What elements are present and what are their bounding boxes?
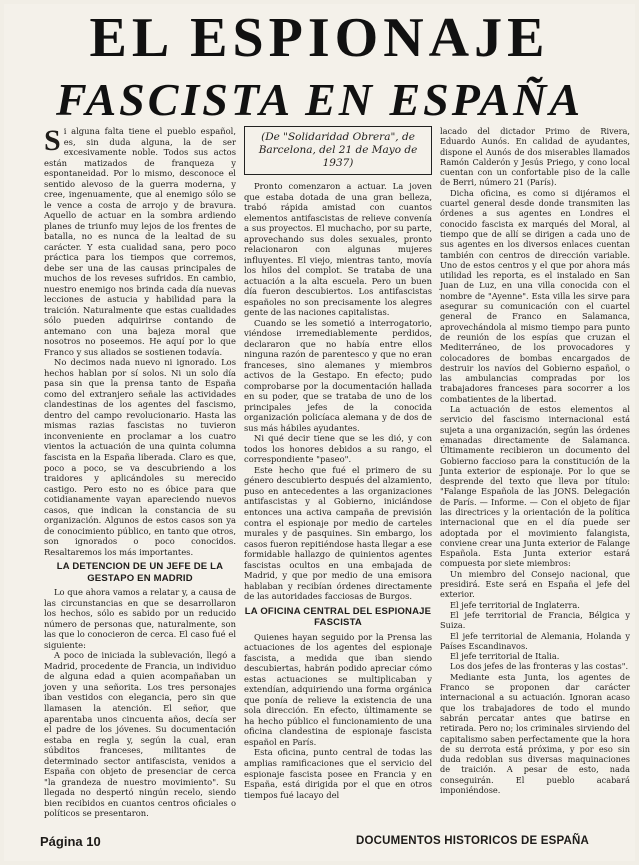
section-heading-oficina: LA OFICINA CENTRAL DEL ESPIONAJE FASCISTA: [244, 605, 432, 629]
publication-name: DOCUMENTOS HISTORICOS DE ESPAÑA: [356, 835, 590, 847]
paragraph: A poco de iniciada la sublevación, llegó a Madrid, procedente de Francia, un individuo de alguna edad a quien acompañaban un joven y una señorita. Los tres personajes iban vestidos con elegancia, pero sin que llamasen la atención. El señor, que aparentaba unos cincuenta años, decía ser el padre de los jóvenes. Su documentación estaba en regla y, según la cual, eran súbditos franceses, militantes de determinado sector antifascista, venidos a España con objeto de presenciar de cerca "la grandeza de nuestro movimiento". Su llegada no despertó ningún recelo, siendo bien recibidos en cuantos centros oficiales o políticos se presentaron.: [44, 650, 236, 819]
paragraph: Cuando se les sometió a interrogatorio, viéndose irremediablemente perdidos, declararon que no había entre ellos ninguna razón de parentesco y que no eran franceses, sino alemanes y miembros activos de la Gestapo. En efecto; pudo comprobarse por la documentación hallada en su poder, que se trataba de uno de los principales jefes de la conocida organización policíaca alemana y de dos de sus más hábiles ayudantes.: [244, 317, 432, 433]
article-column-3: [440, 126, 630, 795]
paragraph: Este hecho que fué el primero de su género descubierto después del alzamiento, puso en antecedentes a las organizaciones antifascistas y al Gobierno, iniciándose entonces una activa campaña de previsión contra el espionaje por medio de carteles murales y de pasquines. Sin embargo, los casos fueron repitiéndose hasta llegar a ese formidable hallazgo de quinientos agentes fascistas ocultos en una embajada de Madrid, y que por medio de una emisora hablaban y recibían órdenes directamente de las autoridades facciosas de Burgos.: [244, 464, 432, 602]
drop-cap: S: [44, 124, 61, 157]
paragraph: Dicha oficina, es como si dijéramos el cuartel general desde donde transmiten las órdenes a sus agentes en Londres el conocido fascista ex marqués del Moral, al tiempo que de allí se dirigen a cada uno de sus agentes en los diversos enlaces cuentan también con centros de dirección variable. Uno de estos centros y el que por ahora más utilidad les reporta, es el instalado en San Juan de Luz, en una villa conocida con el nombre de "Ayenne". Esta villa les sirve para asegurar su comunicación con el cuartel general de Franco en Salamanca, aprovechándola al mismo tiempo para punto de reunión de los espías que cruzan el Mediterráneo, de los provocadores y colocadores de bombas encargados de destruir los navíos del Gobierno español, o las ambulancias compradas por los trabajadores franceses para socorrer a los combatientes de la libertad.: [440, 187, 630, 404]
article-column-2: [244, 126, 432, 800]
list-item: El jefe territorial de Francia, Bélgica y Suiza.: [440, 609, 630, 631]
section-heading-gestapo: LA DETENCION DE UN JEFE DE LA GESTAPO EN MADRID: [56, 561, 224, 584]
paragraph: Si alguna falta tiene el pueblo español, es, sin duda alguna, la de ser excesivamente noble. Todos sus actos están matizados de franqueza y espontaneidad. Por lo mismo, desconoce el sentido alevoso de la guerra moderna, y cree, ingenuamente, que al enemigo sólo se le vence a costa de arrojo y de bravura. Aquello de actuar en la sombra ardiendo planes de triunfo muy lejos de los frentes de batalla, no es nunca de la lealtad de su carácter. Y esta cualidad sana, pero poco práctica para los tiempos que corremos, debe ser una de las causas principales de muchos de los reveses sufridos. En cambio, nuestro enemigo nos brinda cada día nuevas lecciones de astucia y habilidad para la traición. Naturalmente que estas cualidades sólo pueden adquirirse contando de antemano con una bajeza moral que nosotros no poseemos. He aquí por lo que Franco y sus aliados se sostienen todavía.: [44, 124, 236, 357]
paragraph: No decimos nada nuevo ni ignorado. Los hechos hablan por sí solos. Ni un solo día pasa sin que la prensa tanto de España como del extranjero señale las actividades clandestinas de los agentes del fascismo, dentro del campo revolucionario. Hasta las mismas razias fascistas no tuvieron inconveniente en proclamar a los cuatro vientos la actuación de una quinta columna fascista en la España liberada. Claro es que, poco a poco, se va descubriendo a los traidores y aplicándoles su merecido castigo. Pero esto no es óbice para que cotidianamente vayan apareciendo nuevos casos, que indican la constancia de su organización. Algunos de estos casos son ya de conocimiento público, en tanto que otros, son ignorados o poco conocidos. Resaltaremos los más importantes.: [44, 357, 236, 557]
list-item: El jefe territorial de Inglaterra.: [450, 599, 580, 610]
list-item: El jefe territorial de Alemania, Holanda y Países Escandinavos.: [440, 630, 630, 651]
source-note-box: (De "Solidaridad Obrera", de Barcelona, del 21 de Mayo de 1937): [244, 126, 432, 175]
list-item: El jefe territorial de Italia.: [450, 651, 560, 662]
headline-line-1: EL ESPIONAJE: [89, 7, 550, 69]
paragraph: Mediante esta Junta, los agentes de Franco se proponen dar carácter internacional a su actuación. Ignoran acaso que los trabajadores de todo el mundo sabrán percatar antes que batirse en retirada. Pero no; los criminales sirviendo del capitalismo saben perfectamente que la hora de su derrota está próxima, y por eso sin duda redoblan sus diversas maquinaciones de traición. A pesar de esto, nada conseguirán. El pueblo acabará imponiéndose.: [440, 671, 630, 795]
headline-line-2: FASCISTA EN ESPAÑA: [55, 74, 584, 125]
list-item: Los dos jefes de las fronteras y las costas".: [450, 661, 629, 672]
paragraph: Esta oficina, punto central de todas las amplias ramificaciones que el servicio del espionaje fascista posee en Francia y en España, está dirigida por el que en otros tiempos fué lacayo del: [244, 747, 432, 800]
paragraph: Un miembro del Consejo nacional, que presidirá. Este será en España el jefe del exterior.: [440, 568, 630, 600]
paragraph: Pronto comenzaron a actuar. La joven que estaba dotada de una gran belleza, trabó rápida amistad con cuantos elementos antifascistas de relieve convenía a sus proyectos. El muchacho, por su parte, aprovechando sus doles sexuales, pronto relacionaron con algunas mujeres influyentes. El viejo, mientras tanto, movía los hilos del complot. Se trataba de una actuación a la alta escuela. Pero un buen día fueron descubiertos. Los antifascistas españoles no son precisamente los alegres gente de las naciones capitalistas.: [244, 181, 432, 318]
magazine-page: [4, 4, 635, 861]
page-number: Página 10: [40, 834, 101, 849]
paragraph: La actuación de estos elementos al servicio del fascismo internacional está sujeta a una organización, según las órdenes emanadas directamente de Salamanca. Últimamente recibieron un documento del Gobierno faccioso para la constitución de la Junta exterior de espionaje. Por lo que se desprende del texto que lleva por título: "Falange Española de las JONS. Delegación de París. — Informe. — Con el objeto de fijar las directrices y la orientación de la política internacional que en el día puede ser adoptada por el movimiento falangista, conviene crear una Junta exterior de Falange Española. Esta Junta exterior estará compuesta por siete miembros:: [440, 404, 630, 569]
paragraph: lacado del dictador Primo de Rivera, Eduardo Aunós. En calidad de ayudantes, dispone el Aunós de dos miserables llamados Ramón Calderón y Jesús Priego, y cono local cuentan con un confortable piso de la calle de Berri, número 21 (París).: [440, 126, 630, 188]
paragraph: Lo que ahora vamos a relatar y, a causa de las circunstancias en que se desarrollaron los hechos, sólo es sabido por un reducido número de personas que, naturalmente, son las que lo conocieron de cerca. El caso fué el siguiente:: [44, 587, 236, 650]
paragraph: Ni qué decir tiene que se les dió, y con todos los honores debidos a su rango, el correspondiente "paseo".: [244, 433, 432, 465]
article-column-1: [44, 126, 236, 819]
paragraph: Quienes hayan seguido por la Prensa las actuaciones de los agentes del espionaje fascista, a medida que iban siendo descubiertas, habrán podido apreciar cómo estas actuaciones se multiplicaban y extendían, adquiriendo una forma orgánica que ponía de relieve la existencia de una sola dirección. En efecto, últimamente se ha hecho público el funcionamiento de una oficina clandestina de espionaje fascista español en París.: [244, 631, 432, 747]
